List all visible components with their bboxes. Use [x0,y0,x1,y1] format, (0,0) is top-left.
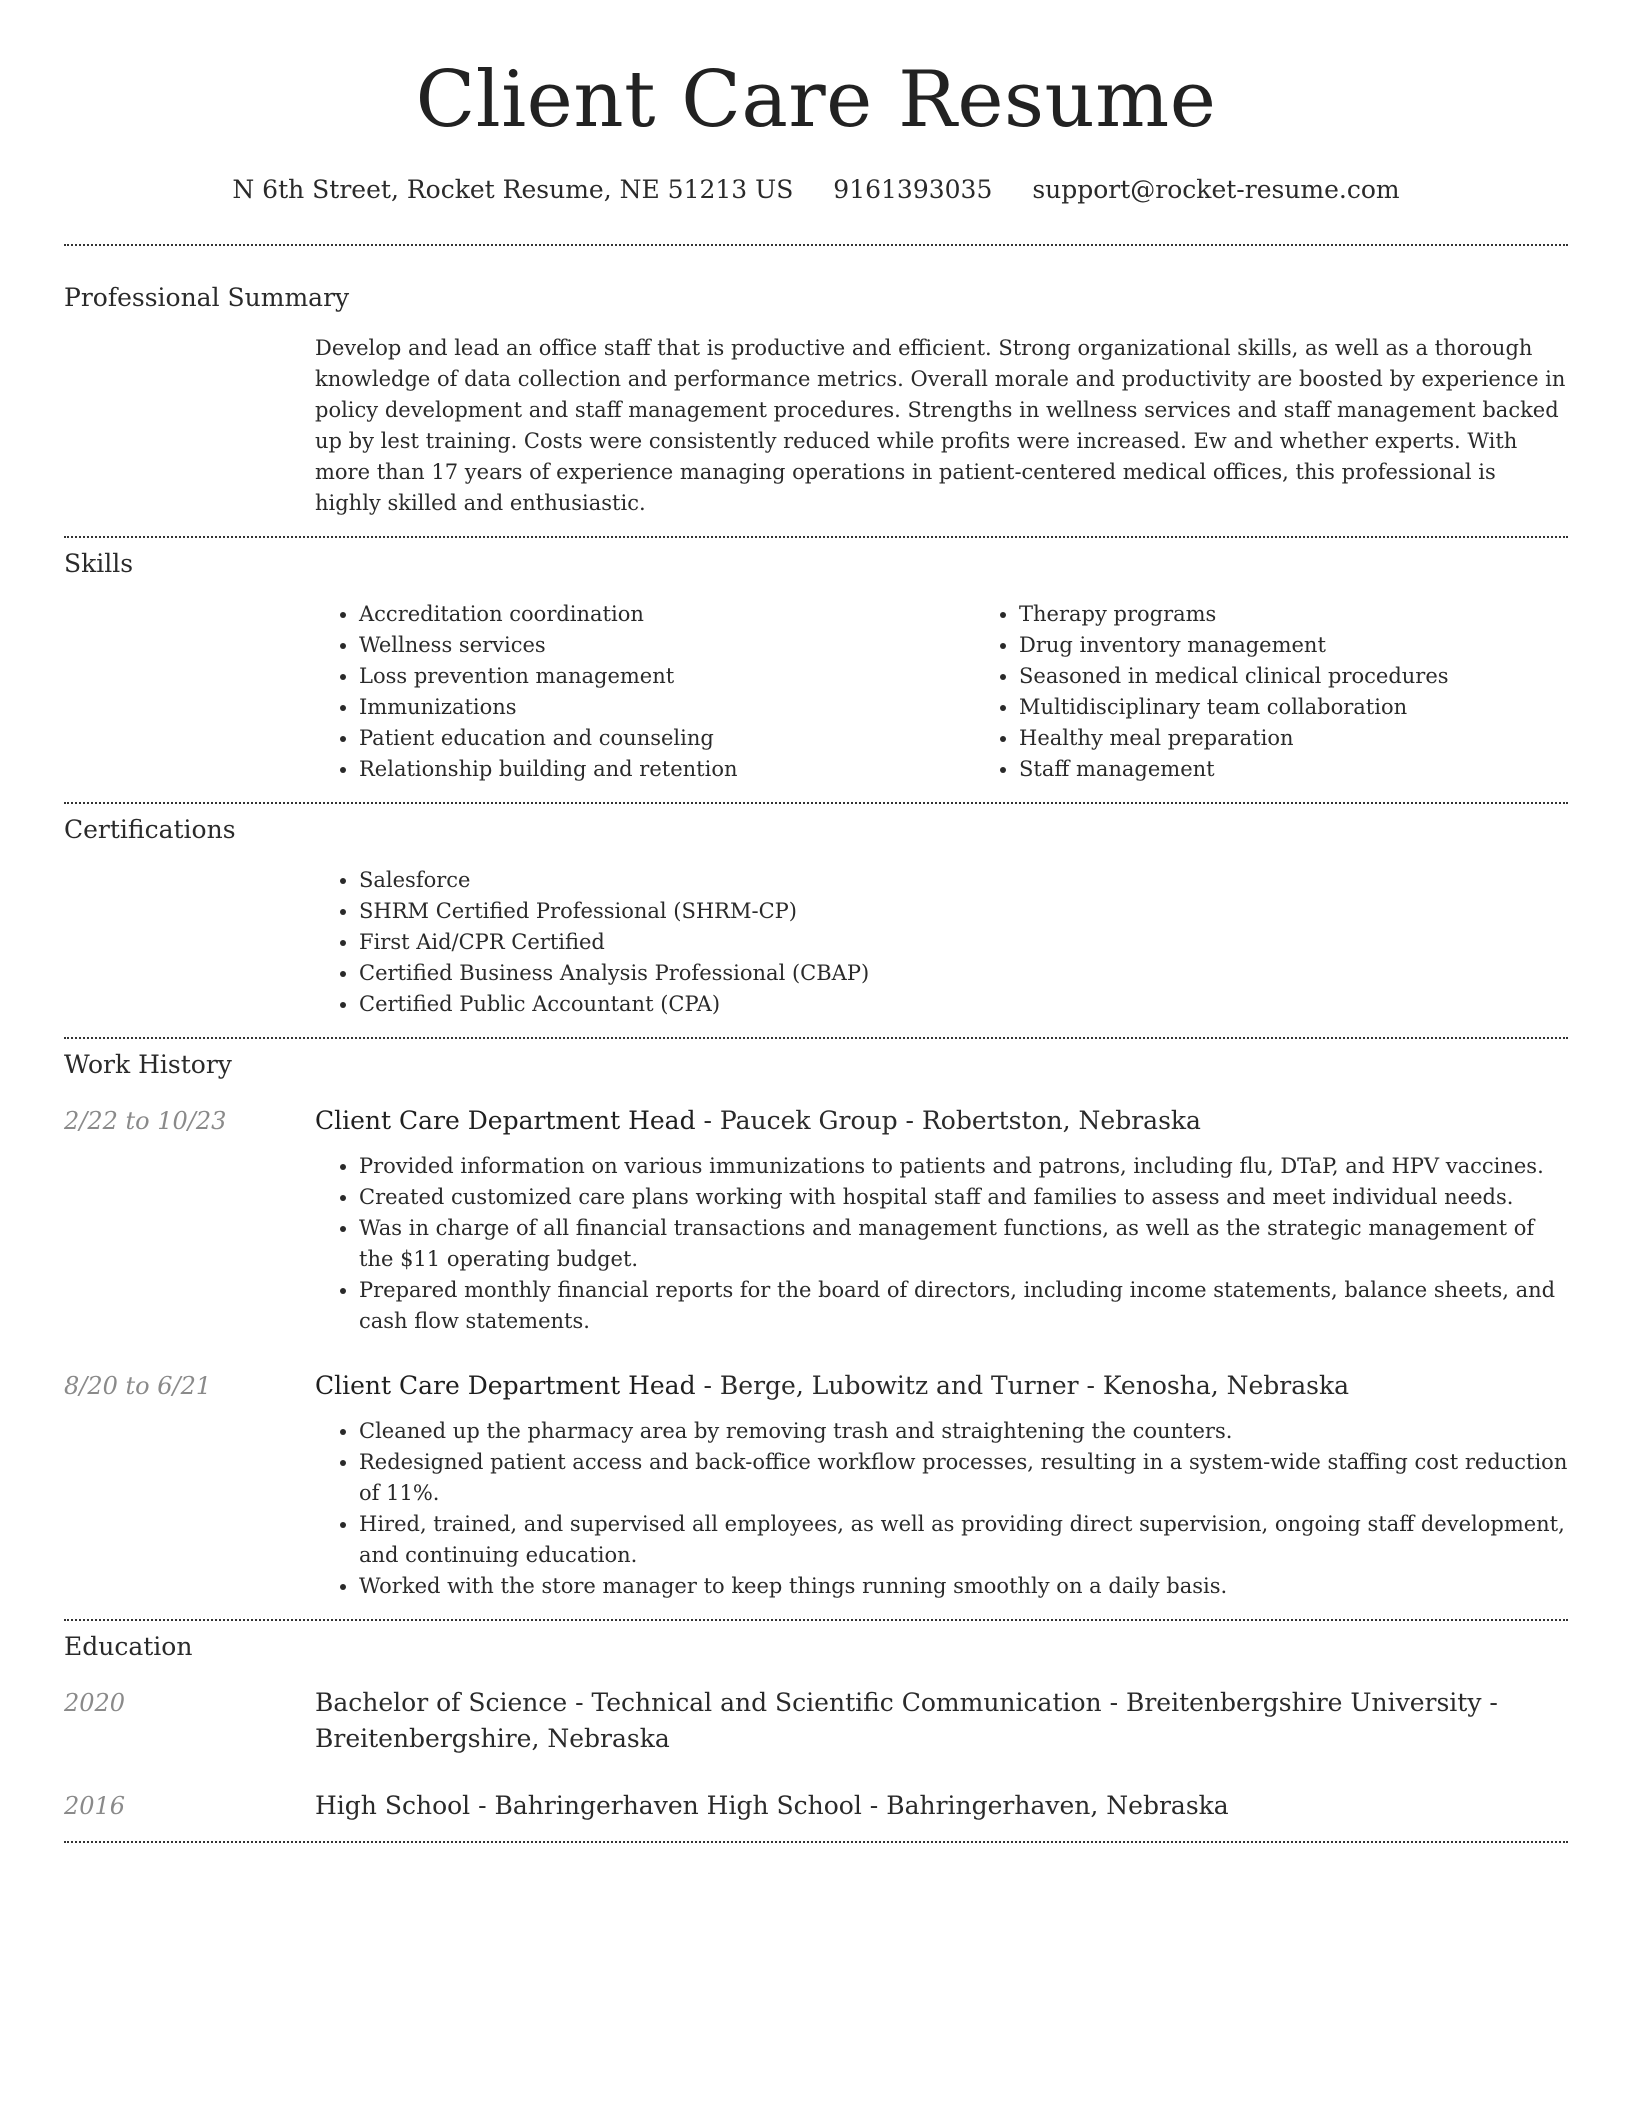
section-title-summary: Professional Summary [64,283,350,312]
job-company-location: - Berge, Lubowitz and Turner - Kenosha, Nebraska [695,1371,1350,1400]
job-bullet: • Was in charge of all financial transactions and management functions, as well as the strategic management of the $11 operating budget. [359,1213,1568,1275]
section-title-skills: Skills [64,549,134,578]
education-section [64,1621,1568,1824]
skill-item: • Relationship building and retention [359,754,975,785]
contact-line [64,174,1568,206]
section-title-education: Education [64,1632,193,1661]
education-entry [64,1788,1568,1824]
skill-item: • Drug inventory management [1019,630,1568,661]
address-text: N 6th Street, Rocket Resume, NE 51213 US [232,175,794,204]
education-heading [315,1685,1568,1757]
job-bullet: • Prepared monthly financial reports for the board of directors, including income statements, balance sheets, and cash flow statements. [359,1275,1568,1337]
job-heading [315,1368,1568,1404]
certification-item: • SHRM Certified Professional (SHRM-CP) [359,896,1568,927]
skill-item: • Loss prevention management [359,661,975,692]
job-entry [64,1368,1568,1602]
job-bullet: • Cleaned up the pharmacy area by removing trash and straightening the counters. [359,1416,1568,1447]
section-title-certifications: Certifications [64,815,236,844]
skill-item: • Staff management [1019,754,1568,785]
education-degree: Bachelor of Science - Technical and Scientific Communication [315,1688,1102,1717]
education-heading [315,1788,1568,1824]
job-bullets [315,1416,1568,1602]
skill-item: • Wellness services [359,630,975,661]
education-school-location: - Breitenbergshire University - Breitenbergshire, Nebraska [315,1688,1498,1753]
job-dates: 2/22 to 10/23 [64,1107,227,1135]
email-text: support@rocket-resume.com [1032,175,1400,204]
skill-item: • Therapy programs [1019,599,1568,630]
job-dates: 8/20 to 6/21 [64,1372,212,1400]
job-heading [315,1103,1568,1139]
certification-item: • Salesforce [359,865,1568,896]
skill-item: • Immunizations [359,692,975,723]
education-school-location: - Bahringerhaven High School - Bahringerhaven, Nebraska [470,1791,1229,1820]
education-entry [64,1685,1568,1757]
skill-item: • Seasoned in medical clinical procedures [1019,661,1568,692]
skills-list-right [975,599,1568,785]
education-degree: High School [315,1791,471,1820]
certification-item: • Certified Public Accountant (CPA) [359,989,1568,1020]
certifications-list [315,865,1568,1020]
education-year: 2016 [64,1792,126,1820]
job-entry [64,1103,1568,1337]
skill-item: • Healthy meal preparation [1019,723,1568,754]
section-title-work-history: Work History [64,1050,232,1079]
job-position: Client Care Department Head [315,1371,696,1400]
job-bullet: • Redesigned patient access and back-office workflow processes, resulting in a system-wide staffing cost reduction of 11%. [359,1447,1568,1509]
summary-text: Develop and lead an office staff that is productive and efficient. Strong organizational skills, as well as a thorough knowledge of data collection and performance metrics. Overall morale and productivity are boosted by experience in policy development and staff management procedures. Strengths in wellness services and staff management backed up by lest training. Costs were consistently reduced while profits were increased. Ew and whether experts. With more than 17 years of experience managing operations in patient-centered medical offices, this professional is highly skilled and enthusiastic. [315,336,1566,515]
certification-item: • First Aid/CPR Certified [359,927,1568,958]
work-history-section [64,1039,1568,1602]
education-year: 2020 [64,1689,126,1717]
job-bullet: • Hired, trained, and supervised all employees, as well as providing direct supervision, ongoing staff development, and continuing education. [359,1509,1568,1571]
summary-section [64,246,1568,519]
page-title: Client Care Resume [415,55,1217,145]
skills-list-left [315,599,975,785]
skill-item: • Accreditation coordination [359,599,975,630]
job-bullet: • Created customized care plans working with hospital staff and families to assess and meet individual needs. [359,1182,1568,1213]
divider [64,1841,1568,1843]
resume-header [64,0,1568,206]
job-bullet: • Provided information on various immunizations to patients and patrons, including flu, DTaP, and HPV vaccines. [359,1151,1568,1182]
skill-item: • Patient education and counseling [359,723,975,754]
job-bullets [315,1151,1568,1337]
job-company-location: - Paucek Group - Robertston, Nebraska [695,1106,1201,1135]
skill-item: • Multidisciplinary team collaboration [1019,692,1568,723]
job-position: Client Care Department Head [315,1106,696,1135]
job-bullet: • Worked with the store manager to keep things running smoothly on a daily basis. [359,1571,1568,1602]
skills-section [64,538,1568,785]
phone-text: 9161393035 [833,175,993,204]
certifications-section [64,804,1568,1020]
certification-item: • Certified Business Analysis Professional (CBAP) [359,958,1568,989]
